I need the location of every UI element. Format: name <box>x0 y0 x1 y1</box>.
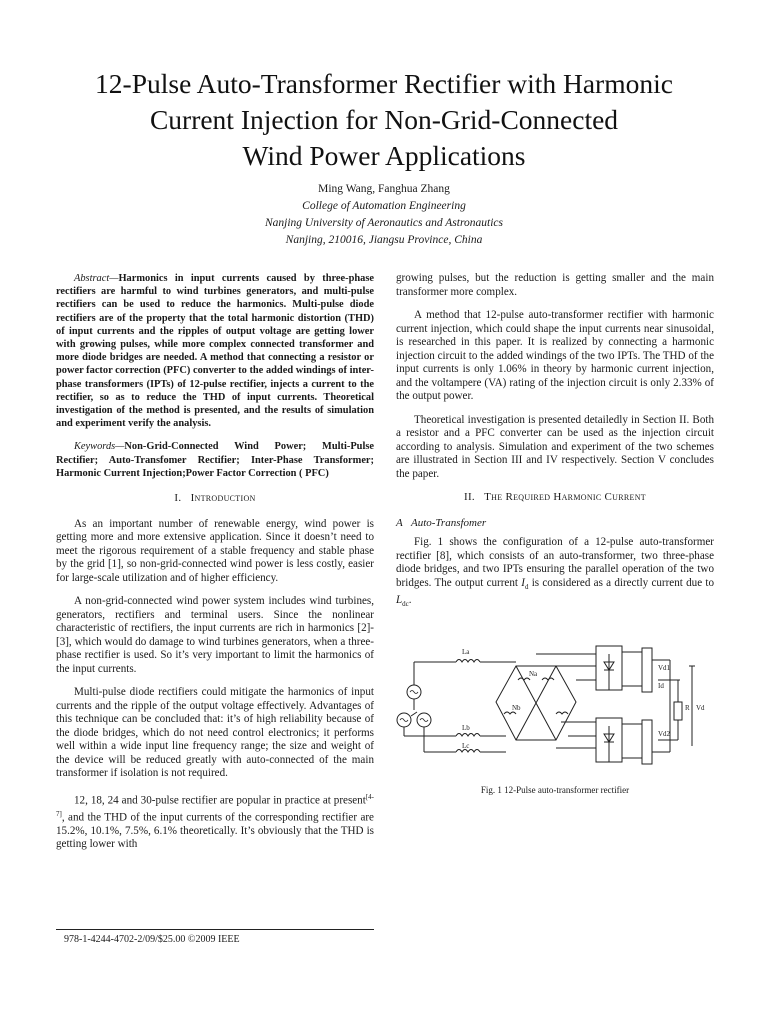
intro-paragraph-1: As an important number of renewable energy, wind power is getting more and more extensive application. Since it doesn’t need to meet the rigorous requirement of a stable frequency and stable phase by the grid [1], so non-grid-connected wind power is less costly, easier for large-scale utilization and of higher efficiency. <box>56 517 374 584</box>
bridge-connections <box>536 654 596 748</box>
source-symbols <box>397 685 431 727</box>
right-paragraph-1: growing pulses, but the reduction is getting smaller and the main transformer more complex. <box>396 272 714 298</box>
section-title: The Required Harmonic Current <box>484 491 646 503</box>
label-r: R <box>685 704 690 712</box>
label-id: Id <box>658 682 664 690</box>
subsection-heading-auto-transformer <box>396 517 714 531</box>
section-heading-introduction <box>56 492 374 506</box>
figure-caption: Fig. 1 12-Pulse auto-transformer rectifier <box>480 785 630 795</box>
text-run: Fig. 1 shows the configuration of a 12-pulse auto-transformer rectifier [8], which consists of an auto-transformer, two three-phase diode bridges, and two IPTs ensuring the parallel operation of the two bridges. The output current <box>396 536 714 589</box>
author-university: Nanjing University of Aeronautics and Astronautics <box>265 217 503 229</box>
label-vd2: Vd2 <box>658 730 671 738</box>
subsection-letter: A <box>396 516 403 529</box>
right-paragraph-2: A method that 12-pulse auto-transformer rectifier with harmonic current injection, which could shape the input currents near sinusoidal, is researched in this paper. It is realized by connecting a harmonic injection circuit to the added windings of the two IPTs. The THD of the input currents is only 1.06% in theory by harmonic current injection, and the voltampere (VA) rating of the injection circuit is only 2.33% of the output power. <box>396 309 714 402</box>
section-number: I. <box>174 492 182 505</box>
author-block <box>84 181 684 249</box>
winding <box>542 678 554 680</box>
abstract-text: Harmonics in input currents caused by three-phase rectifiers are harmful to wind turbines generators, and multi-pulse rectifiers can be used to reduce the harmonics. Multi-pulse diode rectifiers are of the property that the total harmonic distortion (THD) of input currents and the ripples of output voltage are getting lower with growing pulses, while more complex connected transformer and more diode bridges are needed. A method that connecting a resistor or power factor correction (PFC) converter to the added windings of inter-phase transformers (IPTs) of 12-pulse rectifier, injects a current to the rectifier, so as to reduce the THD of input currents. Theoretical investigation of the method is presented, and the results of simulation and experiment verify the analysis. <box>56 273 374 430</box>
diode-symbol <box>604 726 614 762</box>
winding <box>504 712 516 714</box>
intro-paragraph-2: A non-grid-connected wind power system includes wind turbines, generators, rectifiers and terminal users. Since the nonlinear characteristic of rectifiers, the input currents are rich in harmonics [2]-[3], which would do damage to wind turbines generators, when a three-phase rectifier is used. So it’s very important to limit the harmonics of the input currents. <box>56 595 374 675</box>
author-names: Ming Wang, Fanghua Zhang <box>318 183 450 195</box>
label-la: La <box>462 648 470 656</box>
intro-p4-text: 12, 18, 24 and 30-pulse rectifier are popular in practice at present <box>74 794 366 807</box>
copyright-text: 978-1-4244-4702-2/09/$25.00 ©2009 IEEE <box>64 934 240 945</box>
label-nb: Nb <box>512 704 521 712</box>
right-column <box>396 272 714 622</box>
label-na: Na <box>529 670 538 678</box>
paper-title <box>40 66 728 174</box>
text-run: is considered as a directly current due to <box>528 576 715 589</box>
keywords-text: Non-Grid-Connected Wind Power; Multi-Pulse Rectifier; Auto-Transfomer Rectifier; Inter-Phase Transformer; Harmonic Current Injection;Power Factor Correction ( PFC) <box>56 441 374 479</box>
line-inductors <box>404 660 516 753</box>
section-title: Introduction <box>190 492 256 505</box>
right-paragraph-4 <box>396 536 714 612</box>
abstract-label: Abstract— <box>74 273 119 284</box>
title-line-3: Wind Power Applications <box>242 140 526 171</box>
keywords <box>56 440 374 480</box>
var-sub: d <box>524 582 529 591</box>
intro-paragraph-4 <box>56 791 374 852</box>
title-line-2: Current Injection for Non-Grid-Connected <box>149 104 619 135</box>
label-vd: Vd <box>696 704 705 712</box>
figure-1 <box>396 640 714 795</box>
var-i: I <box>521 576 525 589</box>
left-column <box>56 272 374 862</box>
label-lc: Lc <box>462 742 470 750</box>
intro-paragraph-3: Multi-pulse diode rectifiers could mitigate the harmonics of input currents and the ripple of the output voltage effectively. Advantages of this technique can be concluded that: it’s of high reliability because of the diode bridges, which do not need control electronics; it performs well within a wide input line frequency range; the size and weight of the device will be reduced greatly with auto-connected of the main transformer if isolation is not required. <box>56 686 374 780</box>
author-address: Nanjing, 210016, Jiangsu Province, China <box>285 234 483 246</box>
title-line-1: 12-Pulse Auto-Transformer Rectifier with Harmonic <box>95 68 673 99</box>
right-paragraph-3: Theoretical investigation is presented detailedly in Section II. Both a resistor and a PFC converter can be used as the injection circuit according to analysis. Simulation and experiment of the two schemes are illustrated in Section III and IV respectively. Section V concludes the paper. <box>396 413 714 480</box>
subsection-title: Auto-Transfomer <box>410 516 487 529</box>
winding <box>556 712 568 714</box>
intro-p4-text-end: , and the THD of the input currents of the corresponding rectifier are 15.2%, 10.1%, 7.5%, 6.1% theoretically. It’s obviously that the THD is getting lower with <box>56 811 374 851</box>
author-department: College of Automation Engineering <box>302 200 466 212</box>
citation-ref: [4-7] <box>56 792 374 818</box>
label-vd1: Vd1 <box>658 664 671 672</box>
abstract <box>56 272 374 430</box>
var-l: L <box>396 594 403 607</box>
winding <box>518 678 530 680</box>
section-heading-required-harmonic <box>396 491 714 505</box>
diode-symbol <box>604 654 614 690</box>
text-run: . <box>408 594 412 607</box>
var-sub: dc <box>402 600 409 609</box>
section-number: II. <box>464 491 475 503</box>
circuit-diagram <box>396 640 714 776</box>
keywords-label: Keywords— <box>74 441 125 453</box>
copyright-footer <box>56 929 374 945</box>
label-lb: Lb <box>462 724 470 732</box>
